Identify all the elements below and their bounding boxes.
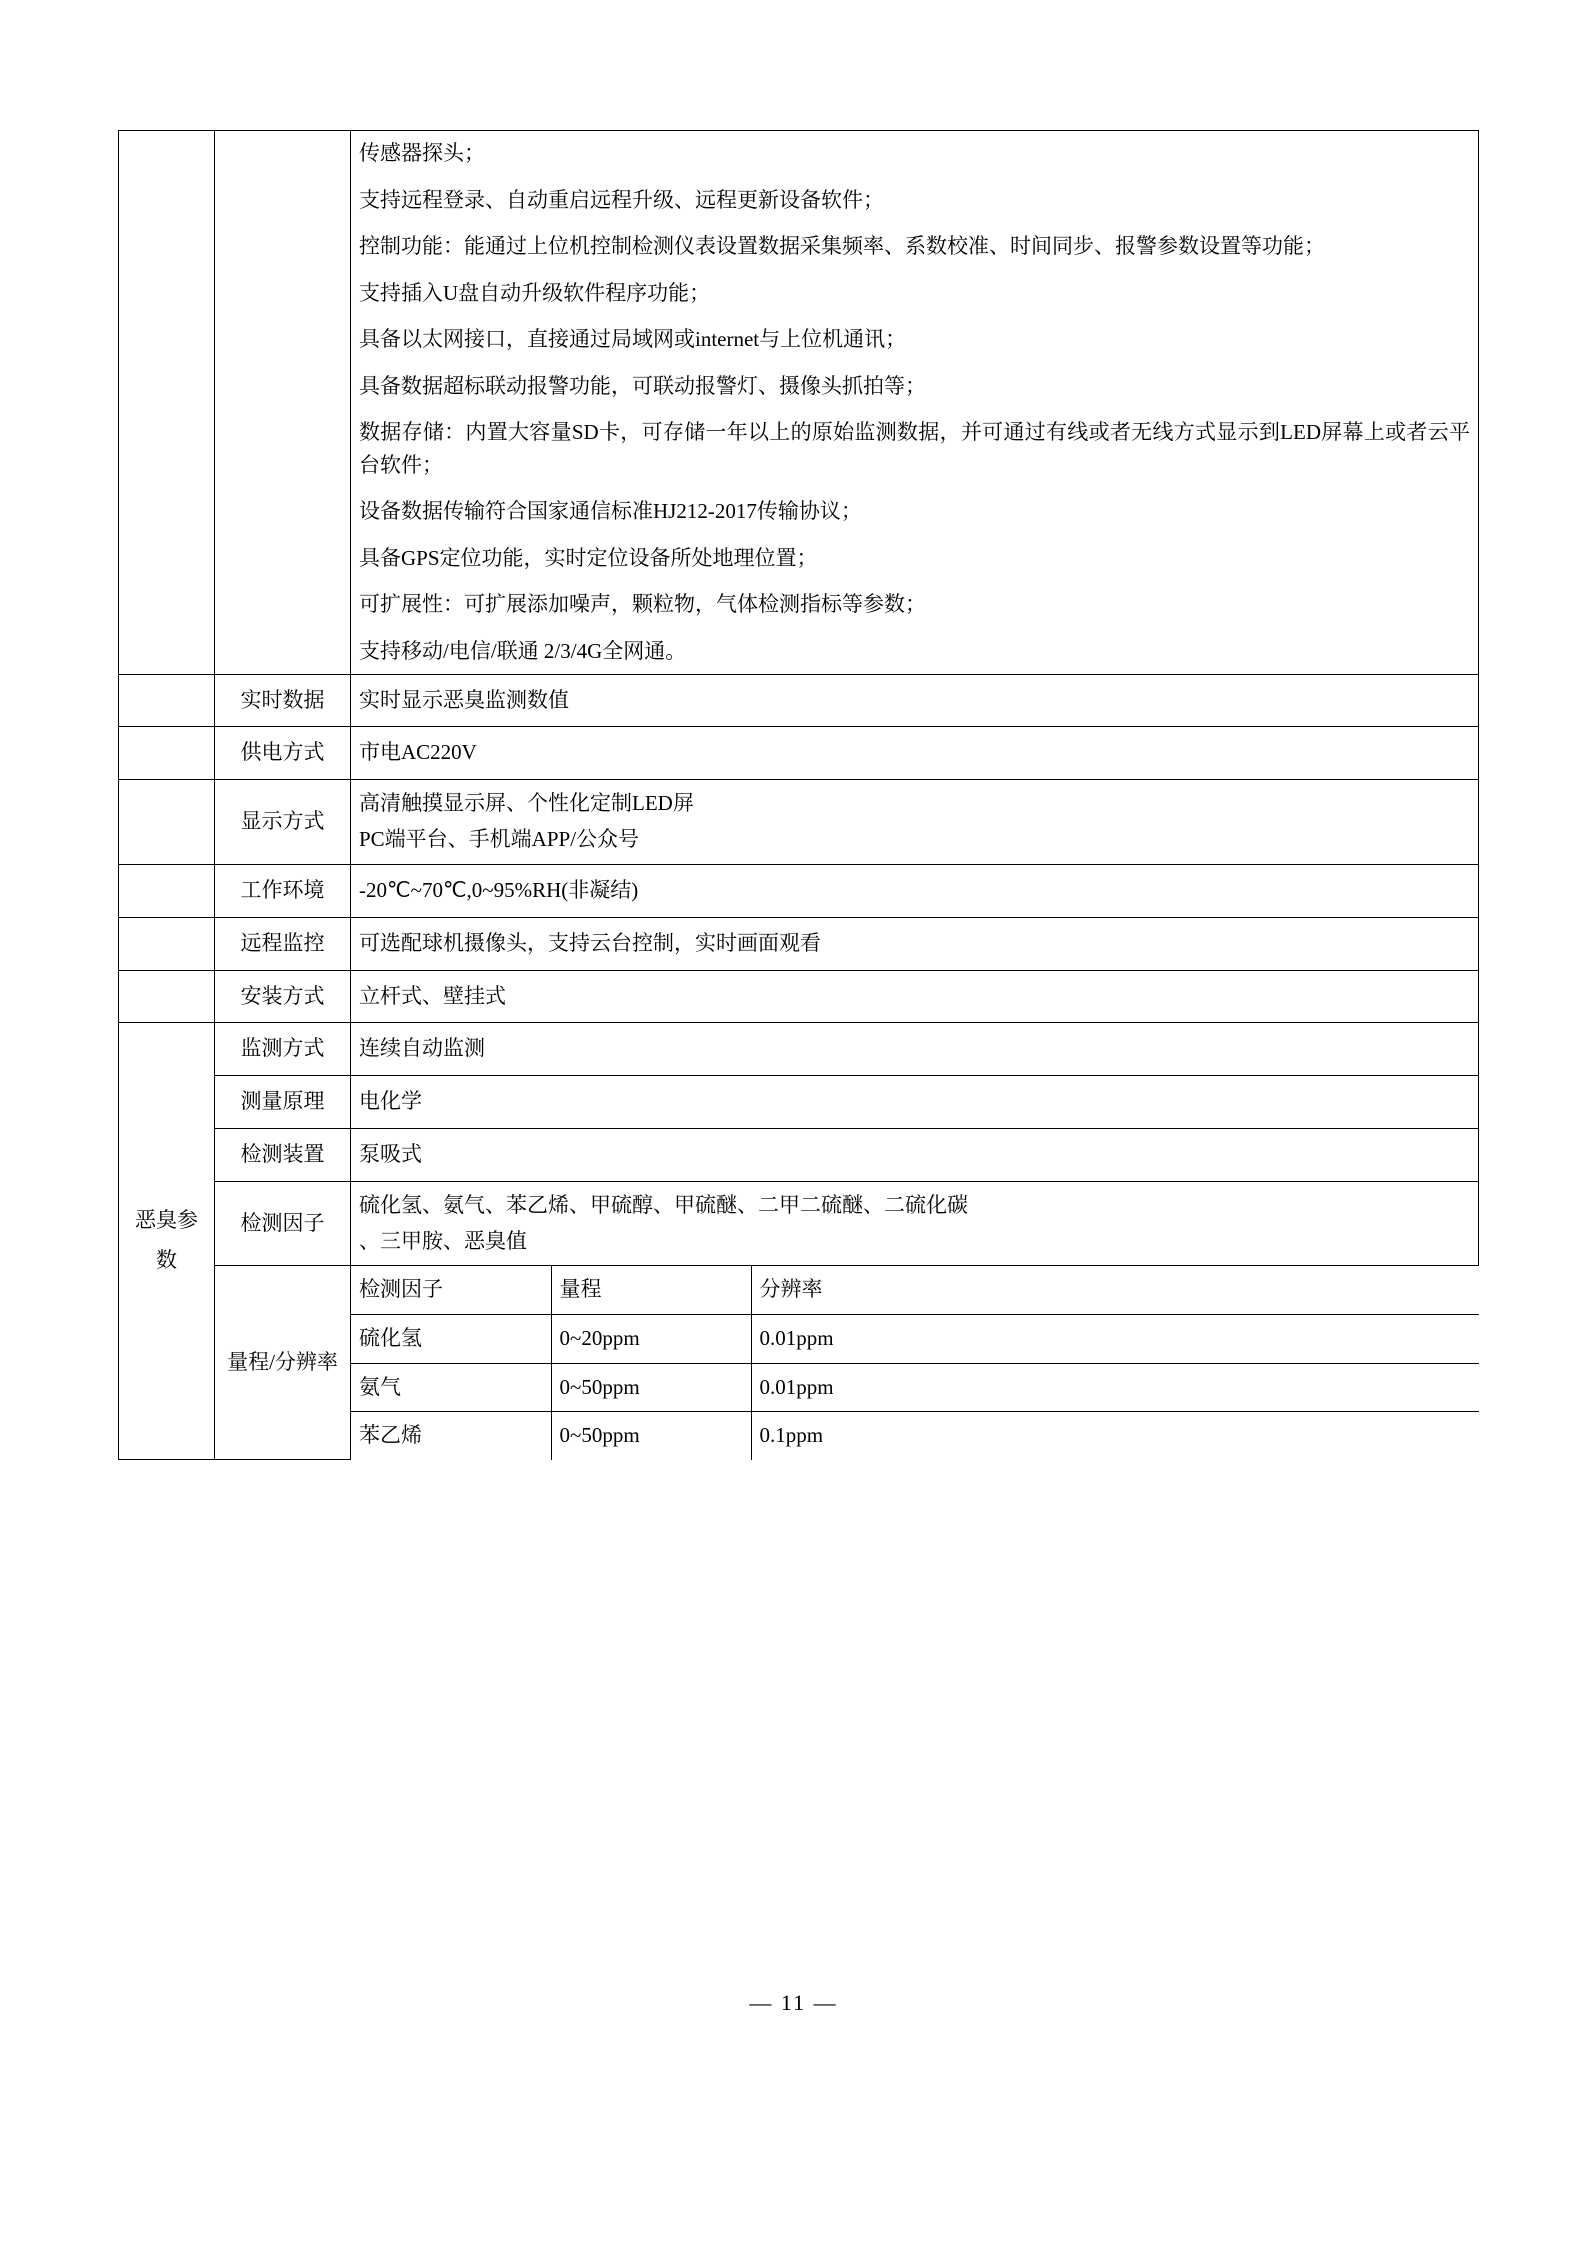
table-row: [119, 727, 1479, 780]
row-value: [351, 1182, 1479, 1266]
spec-paragraph: 支持移动/电信/联通 2/3/4G全网通。: [359, 639, 687, 664]
cell-factor: 苯乙烯: [351, 1412, 551, 1460]
group-label-empty: [119, 780, 215, 864]
row-value-line: 、三甲胺、恶臭值: [359, 1228, 527, 1253]
spec-table: [118, 130, 1479, 1460]
cell-range: 0~20ppm: [551, 1315, 751, 1364]
group-label-odor-params: 恶臭参数: [119, 1023, 215, 1460]
spec-paragraph: 具备GPS定位功能，实时定位设备所处地理位置；: [359, 545, 818, 570]
cell-factor: 硫化氢: [351, 1315, 551, 1364]
table-header-row: [351, 1266, 1479, 1314]
row-value-line: 高清触摸显示屏、个性化定制LED屏: [359, 791, 694, 816]
spec-paragraph: 支持插入U盘自动升级软件程序功能；: [359, 280, 711, 305]
cell-resolution: 0.01ppm: [751, 1315, 1479, 1364]
row-label: 监测方式: [215, 1023, 351, 1076]
table-row: [119, 1129, 1479, 1182]
column-header-resolution: 分辨率: [751, 1266, 1479, 1314]
group-label-empty: [119, 131, 215, 675]
row-value: 可选配球机摄像头，支持云台控制，实时画面观看: [351, 917, 1479, 970]
table-row: [119, 970, 1479, 1023]
table-row: [119, 917, 1479, 970]
column-header-range: 量程: [551, 1266, 751, 1314]
spec-paragraph: 具备数据超标联动报警功能，可联动报警灯、摄像头抓拍等；: [359, 373, 926, 398]
row-value-line: 硫化氢、氨气、苯乙烯、甲硫醇、甲硫醚、二甲二硫醚、二硫化碳: [359, 1193, 968, 1218]
cell-resolution: 0.1ppm: [759, 1423, 824, 1448]
group-label-empty: [119, 864, 215, 917]
table-row: [119, 674, 1479, 727]
row-label: 检测装置: [215, 1129, 351, 1182]
row-label: 实时数据: [215, 674, 351, 727]
cell-range: 0~50ppm: [551, 1363, 751, 1412]
table-row: [351, 1315, 1479, 1364]
spec-paragraph: 数据存储：内置大容量SD卡，可存储一年以上的原始监测数据，并可通过有线或者无线方式显示到LED屏幕上或者云平台软件；: [359, 420, 1470, 477]
table-row: [119, 1266, 1479, 1460]
row-label: 安装方式: [215, 970, 351, 1023]
range-resolution-cell: [351, 1266, 1479, 1460]
row-value: 立杆式、壁挂式: [351, 970, 1479, 1023]
column-header-factor: 检测因子: [351, 1266, 551, 1314]
group-label-empty: [119, 674, 215, 727]
row-label: 检测因子: [215, 1182, 351, 1266]
row-value: -20℃~70℃,0~95%RH(非凝结): [351, 864, 1479, 917]
row-value: 市电AC220V: [351, 727, 1479, 780]
cell-factor: 氨气: [351, 1363, 551, 1412]
table-row: [351, 1412, 1479, 1460]
group-label-empty: [119, 917, 215, 970]
row-value: [351, 780, 1479, 864]
row-value-line: PC端平台、手机端APP/公众号: [359, 827, 640, 852]
table-row: [119, 780, 1479, 864]
row-value: 泵吸式: [351, 1129, 1479, 1182]
row-label: 显示方式: [215, 780, 351, 864]
cell-range: 0~50ppm: [551, 1412, 751, 1460]
page-number: — 11 —: [749, 1990, 838, 2015]
row-label: 测量原理: [215, 1076, 351, 1129]
row-value: 连续自动监测: [351, 1023, 1479, 1076]
table-row: [119, 1023, 1479, 1076]
spec-paragraph: 设备数据传输符合国家通信标准HJ212-2017传输协议；: [359, 499, 862, 524]
cell-resolution: 0.01ppm: [751, 1363, 1479, 1412]
group-label-empty: [119, 727, 215, 780]
row-value: 电化学: [351, 1076, 1479, 1129]
row-label-range-resolution: 量程/分辨率: [215, 1266, 351, 1460]
table-row: [351, 1363, 1479, 1412]
spec-paragraph: 支持远程登录、自动重启远程升级、远程更新设备软件；: [359, 187, 884, 212]
table-row: [119, 864, 1479, 917]
row-label: 供电方式: [215, 727, 351, 780]
row-label: 远程监控: [215, 917, 351, 970]
row-value: 实时显示恶臭监测数值: [351, 674, 1479, 727]
spec-paragraph: 控制功能：能通过上位机控制检测仪表设置数据采集频率、系数校准、时间同步、报警参数设置等功能；: [359, 234, 1325, 259]
group-label-empty: [119, 970, 215, 1023]
row-label-empty: [215, 131, 351, 675]
table-row: [119, 1076, 1479, 1129]
spec-list-cell: [351, 131, 1479, 675]
spec-paragraph: 具备以太网接口，直接通过局域网或internet与上位机通讯；: [359, 327, 907, 352]
row-label: 工作环境: [215, 864, 351, 917]
spec-paragraph: 可扩展性：可扩展添加噪声，颗粒物，气体检测指标等参数；: [359, 592, 926, 617]
table-row: [119, 1182, 1479, 1266]
range-resolution-table: [351, 1266, 1479, 1459]
table-row: [119, 131, 1479, 675]
spec-paragraph: 传感器探头；: [359, 141, 485, 165]
